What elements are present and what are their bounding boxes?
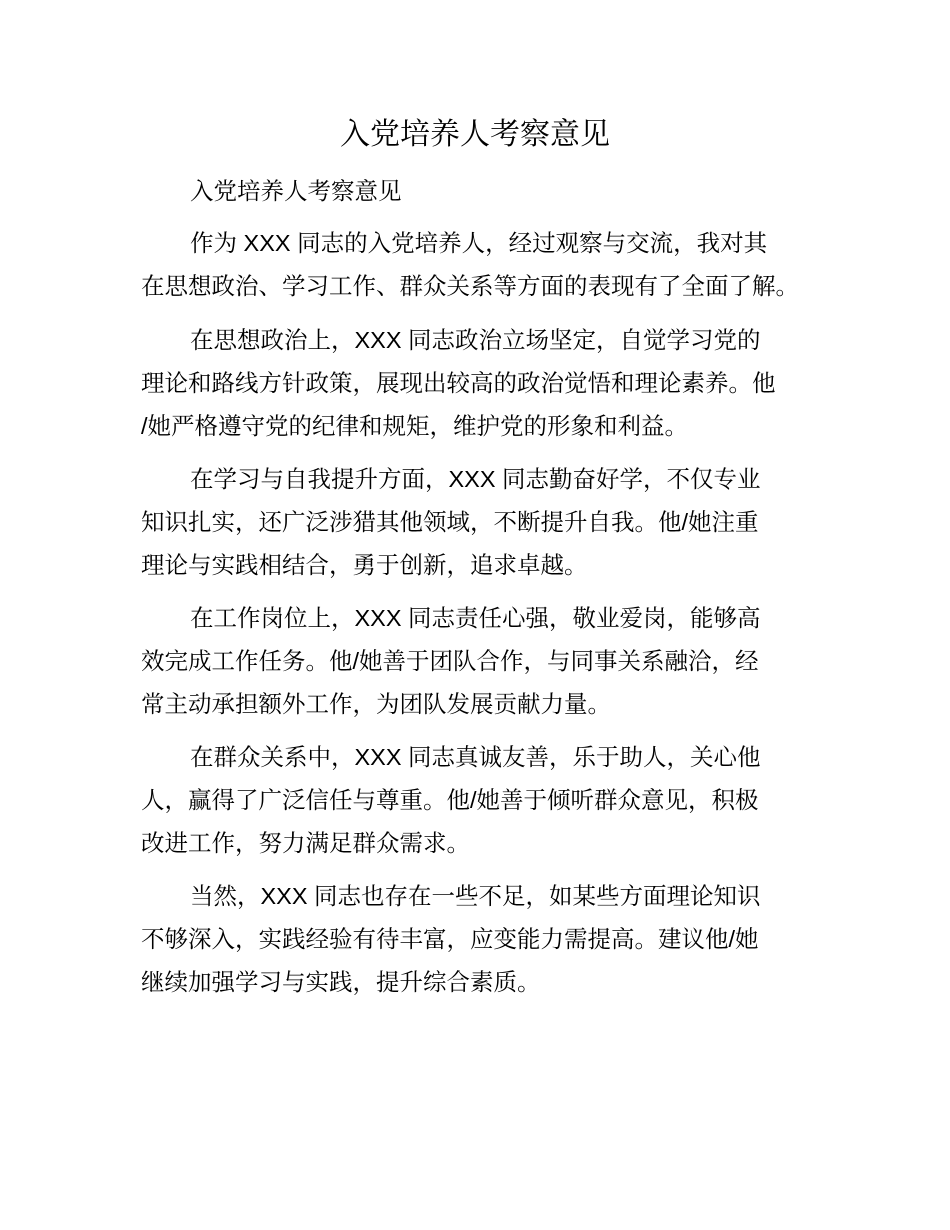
paragraph-work: [141, 597, 821, 726]
paragraph-intro: [141, 222, 821, 308]
paragraph-line: 当然，XXX 同志也存在一些不足，如某些方面理论知识: [190, 883, 761, 909]
paragraph-line: 不够深入，实践经验有待丰富，应变能力需提高。建议他/她: [141, 926, 759, 952]
paragraph-line: 理论与实践相结合，勇于创新，追求卓越。: [141, 552, 588, 578]
paragraph-line: 效完成工作任务。他/她善于团队合作，与同事关系融洽，经: [141, 648, 759, 674]
paragraph-line: 知识扎实，还广泛涉猎其他领域，不断提升自我。他/她注重: [141, 509, 759, 535]
paragraph-line: 在学习与自我提升方面，XXX 同志勤奋好学，不仅专业: [190, 466, 761, 492]
paragraph-line: 在思想政治、学习工作、群众关系等方面的表现有了全面了解。: [141, 273, 799, 299]
paragraph-line: 常主动承担额外工作，为团队发展贡献力量。: [141, 691, 611, 717]
paragraph-political: [141, 319, 821, 448]
paragraph-line: 在工作岗位上，XXX 同志责任心强，敬业爱岗，能够高: [190, 605, 761, 631]
paragraph-line: /她严格遵守党的纪律和规矩，维护党的形象和利益。: [141, 413, 689, 439]
paragraph-line: 在思想政治上，XXX 同志政治立场坚定，自觉学习党的: [190, 327, 761, 353]
document-title: 入党培养人考察意见: [340, 118, 610, 151]
paragraph-shortcomings: [141, 875, 821, 1004]
paragraph-line: 继续加强学习与实践，提升综合素质。: [141, 969, 541, 995]
subtitle-line: 入党培养人考察意见: [190, 178, 402, 204]
paragraph-line: 改进工作，努力满足群众需求。: [141, 830, 470, 856]
paragraph-masses: [141, 736, 821, 865]
paragraph-line: 理论和路线方针政策，展现出较高的政治觉悟和理论素养。他: [141, 370, 776, 396]
paragraph-line: 在群众关系中，XXX 同志真诚友善，乐于助人，关心他: [190, 744, 761, 770]
document-subtitle: [141, 170, 821, 213]
paragraph-study: [141, 458, 821, 587]
paragraph-line: 作为 XXX 同志的入党培养人，经过观察与交流，我对其: [190, 230, 768, 256]
paragraph-line: 人，赢得了广泛信任与尊重。他/她善于倾听群众意见，积极: [141, 787, 759, 813]
